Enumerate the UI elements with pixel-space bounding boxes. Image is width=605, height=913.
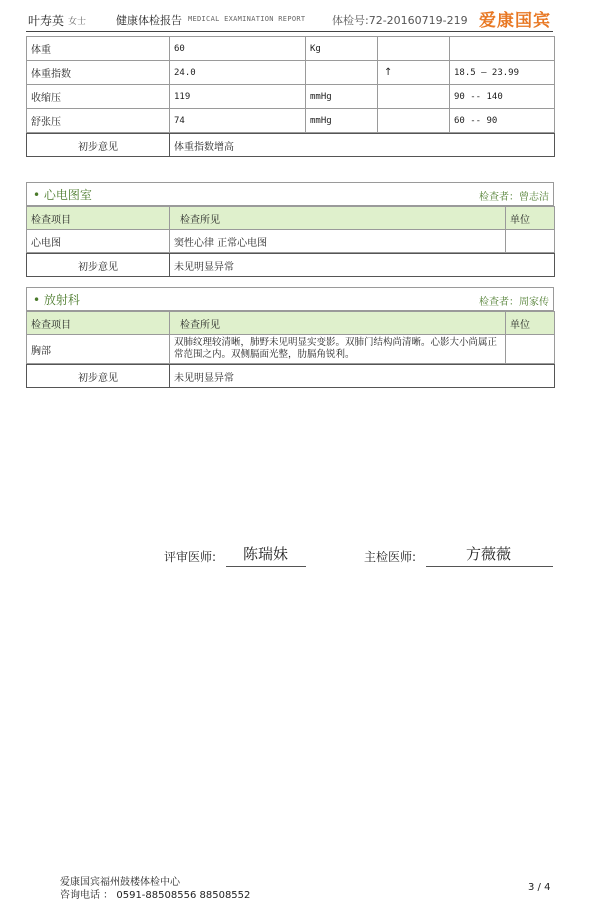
table-row	[27, 335, 555, 364]
vital-unit: mmHg	[306, 109, 378, 133]
chief-label: 主检医师:	[364, 550, 417, 564]
ecg-table	[26, 206, 555, 253]
report-title: 健康体检报告	[116, 14, 182, 27]
vital-value: 74	[170, 109, 306, 133]
vitals-table	[26, 36, 555, 133]
table-header-row	[27, 207, 555, 230]
vital-range: 60 -- 90	[450, 109, 555, 133]
vital-unit: Kg	[306, 37, 378, 61]
examiner: 检查者：周家传	[479, 297, 549, 308]
table-row	[27, 37, 555, 61]
col-header-finding: 检查所见	[170, 312, 506, 335]
footer-center-name: 爱康国宾福州鼓楼体检中心	[60, 877, 180, 888]
table-row	[27, 230, 555, 253]
section-title: • 心电图室	[33, 188, 92, 202]
ecg-section-box	[26, 182, 554, 206]
ecg-section	[26, 182, 555, 277]
vital-value: 60	[170, 37, 306, 61]
vital-unit: mmHg	[306, 85, 378, 109]
ecg-opinion	[26, 253, 555, 277]
patient-gender: 女士	[68, 17, 87, 27]
col-header-item: 检查项目	[27, 312, 170, 335]
radiology-section-header	[27, 288, 553, 310]
exam-unit	[506, 335, 555, 364]
exam-finding: 双肺纹理较清晰，肺野未见明显实变影。双肺门结构尚清晰。心影大小尚属正常范围之内。双侧膈面光整，肋膈角锐利。	[170, 335, 506, 364]
exam-number: 体检号:72-20160719-219	[332, 14, 468, 27]
radiology-opinion	[26, 364, 555, 388]
chief-signature: 方薇薇	[466, 545, 512, 563]
examiner: 检查者：曾志洁	[479, 192, 549, 203]
vital-range: 90 -- 140	[450, 85, 555, 109]
col-header-item: 检查项目	[27, 207, 170, 230]
opinion-label: 初步意见	[27, 134, 170, 157]
col-header-unit: 单位	[506, 312, 555, 335]
section-title: • 放射科	[33, 293, 80, 307]
chief-signature-line	[426, 566, 553, 567]
vital-range: 18.5 — 23.99	[450, 61, 555, 85]
exam-item: 心电图	[27, 230, 170, 253]
page-number: 3 / 4	[528, 882, 551, 893]
vitals-section	[26, 36, 554, 157]
opinion-label: 初步意见	[27, 254, 170, 277]
vital-flag	[378, 109, 450, 133]
exam-unit	[506, 230, 555, 253]
opinion-text: 体重指数增高	[170, 134, 555, 157]
vital-value: 119	[170, 85, 306, 109]
vital-flag	[378, 85, 450, 109]
vital-item: 舒张压	[27, 109, 170, 133]
col-header-unit: 单位	[506, 207, 555, 230]
vital-value: 24.0	[170, 61, 306, 85]
radiology-section	[26, 287, 555, 388]
vital-flag: ↑	[378, 61, 450, 85]
reviewer-signature-line	[226, 566, 306, 567]
brand-logo: 爱康国宾	[479, 11, 551, 31]
exam-item: 胸部	[27, 335, 170, 364]
exam-finding: 窦性心律 正常心电图	[170, 230, 506, 253]
vital-item: 体重	[27, 37, 170, 61]
reviewer-label: 评审医师:	[164, 550, 217, 564]
table-row	[27, 61, 555, 85]
patient-name: 叶寿英	[28, 14, 65, 28]
reviewer-signature: 陈瑞妹	[243, 545, 289, 563]
opinion-text: 未见明显异常	[170, 365, 555, 388]
vital-range	[450, 37, 555, 61]
radiology-section-box	[26, 287, 554, 311]
vital-flag	[378, 37, 450, 61]
vital-item: 体重指数	[27, 61, 170, 85]
table-row	[27, 109, 555, 133]
col-header-finding: 检查所见	[170, 207, 506, 230]
ecg-section-header	[27, 183, 553, 205]
header-divider	[26, 31, 553, 32]
footer-phone: 咨询电话 ： 0591-88508556 88508552	[60, 890, 251, 901]
table-row	[27, 85, 555, 109]
vital-item: 收缩压	[27, 85, 170, 109]
opinion-label: 初步意见	[27, 365, 170, 388]
radiology-table	[26, 311, 555, 364]
table-header-row	[27, 312, 555, 335]
opinion-text: 未见明显异常	[170, 254, 555, 277]
vitals-opinion	[26, 133, 555, 157]
vital-unit	[306, 61, 378, 85]
report-title-en: MEDICAL EXAMINATION REPORT	[188, 15, 306, 23]
